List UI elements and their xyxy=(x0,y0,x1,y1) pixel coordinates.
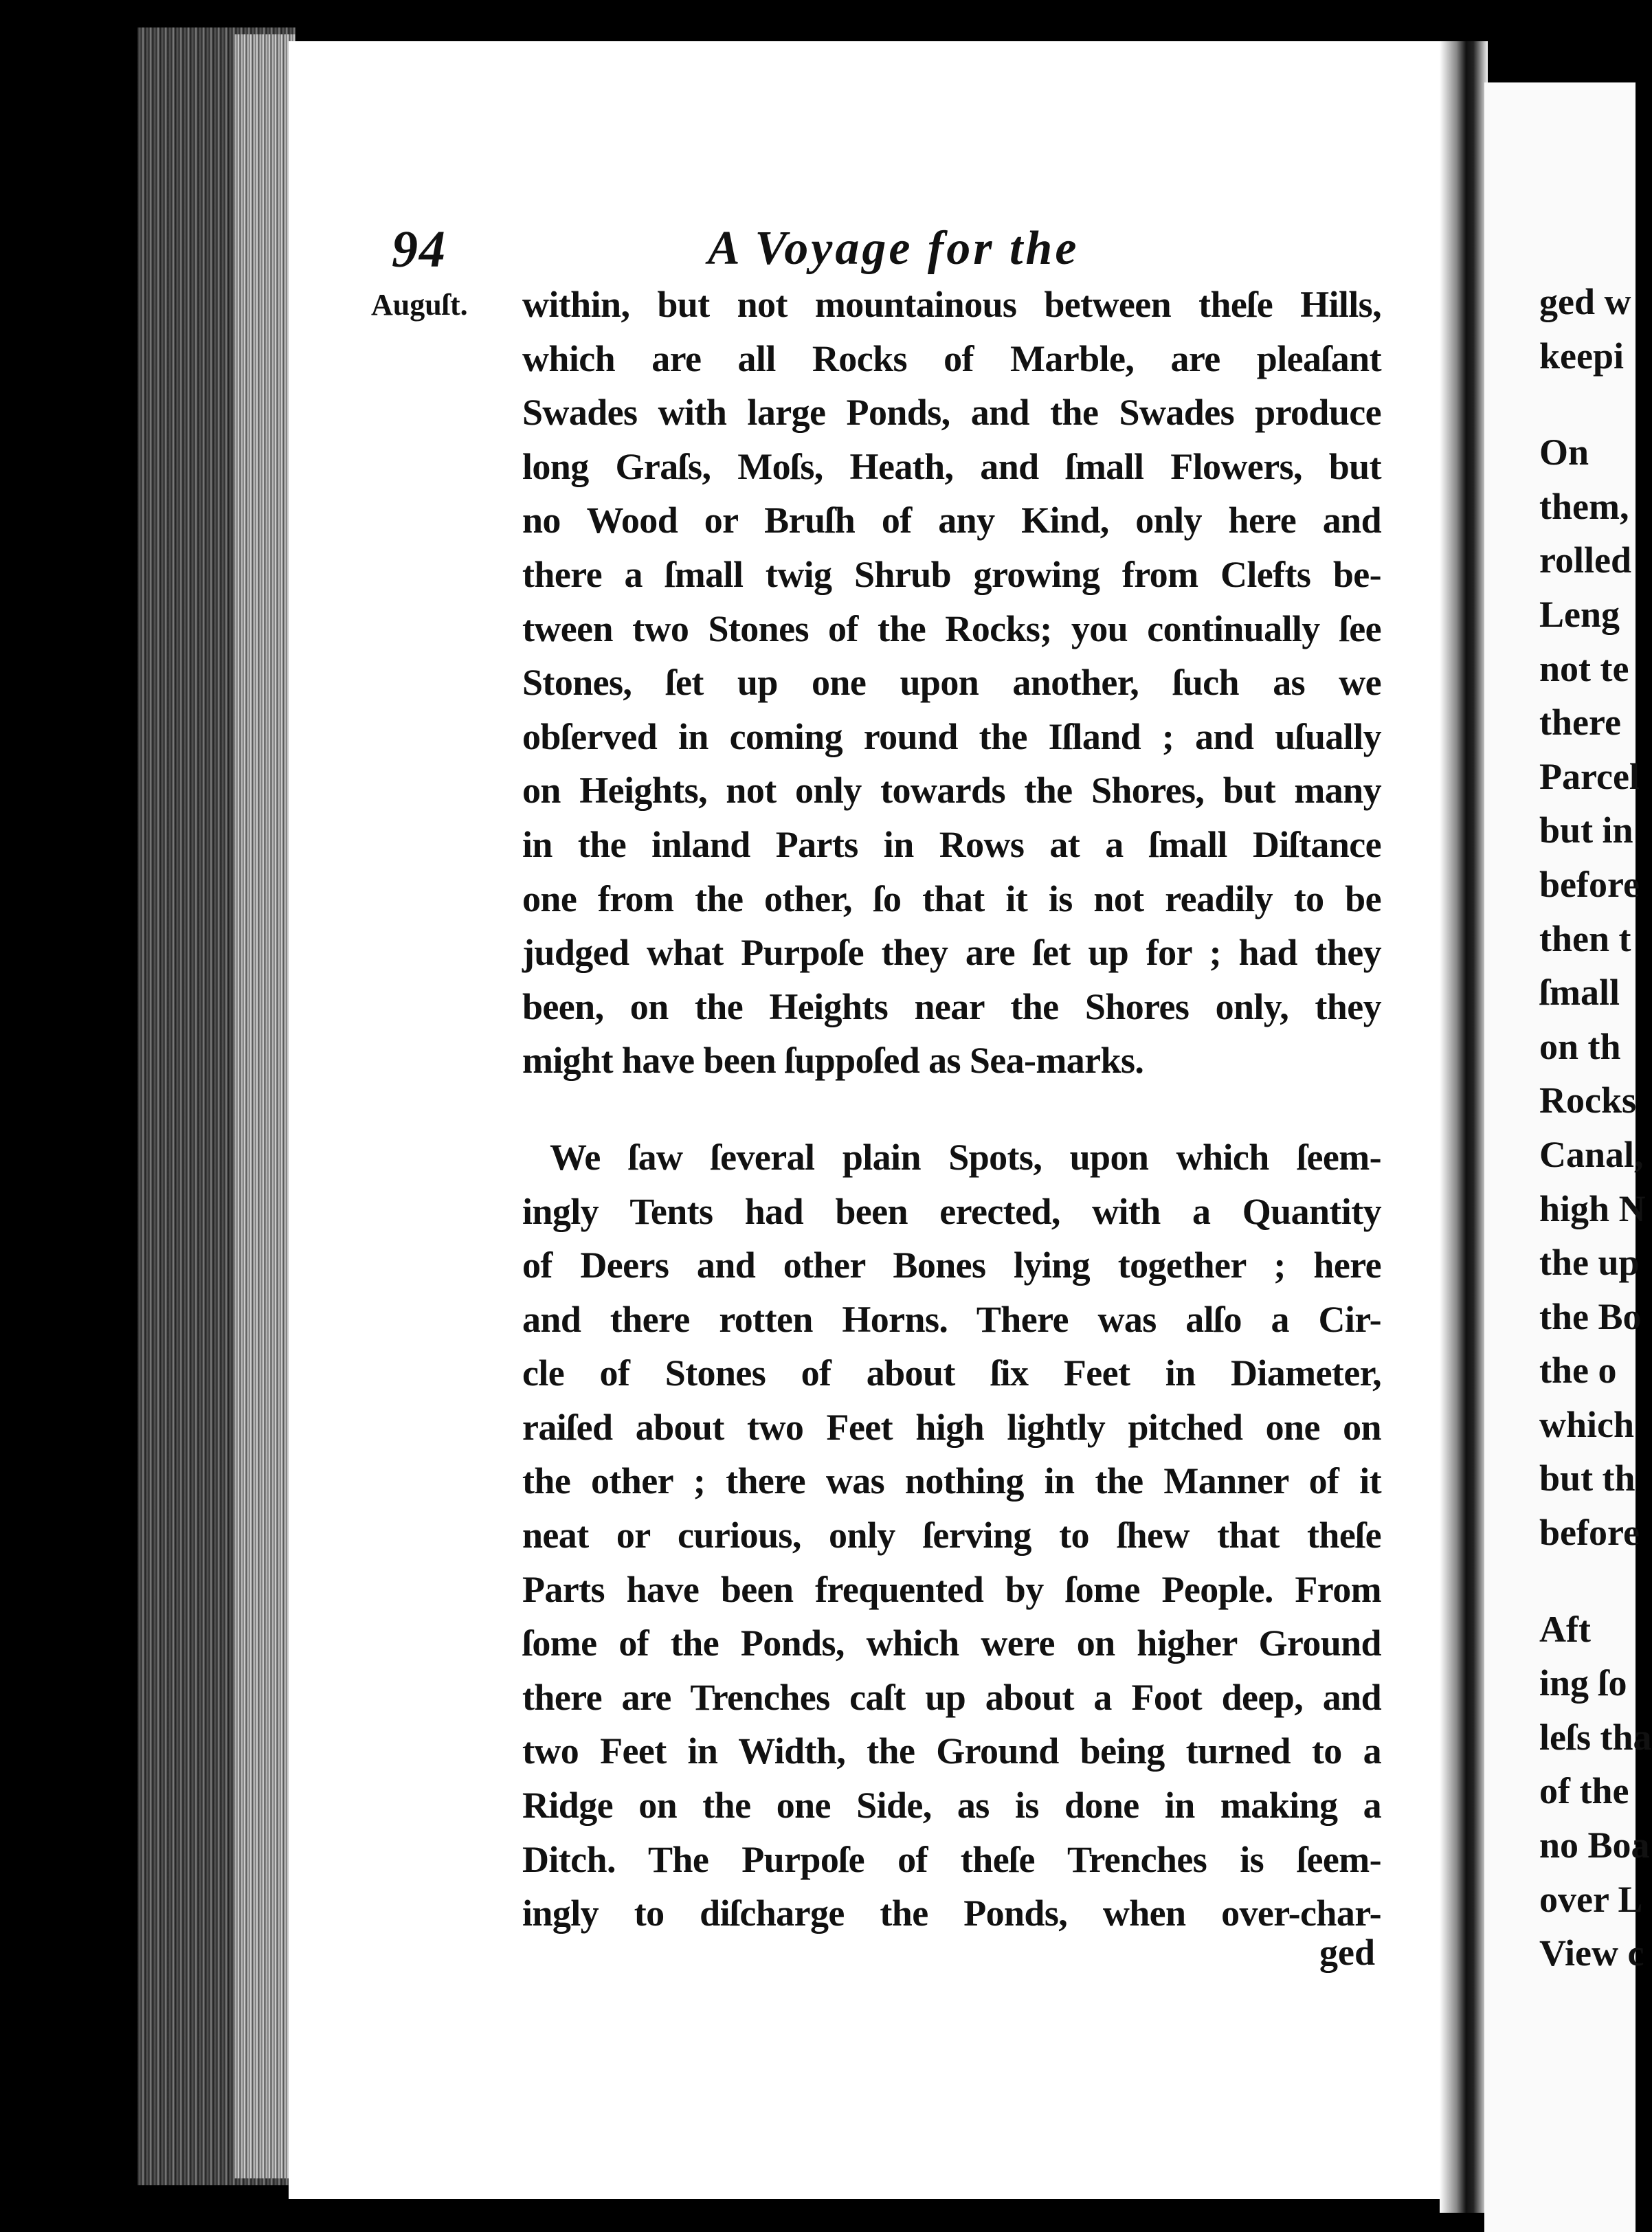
catchword: ged xyxy=(1319,1932,1375,1973)
right-text-line: then t xyxy=(1539,917,1631,959)
text-line: raiſed about two Feet high lightly pitched one on xyxy=(522,1406,1381,1448)
text-line: We ſaw ſeveral plain Spots, upon which ſeem- xyxy=(550,1136,1381,1178)
margin-note: Auguſt. xyxy=(371,288,468,322)
text-line: judged what Purpoſe they are ſet up for ; had they xyxy=(522,932,1381,974)
text-line: obſerved in coming round the Iſland ; and uſually xyxy=(522,715,1381,757)
text-line: the other ; there was nothing in the Manner of it xyxy=(522,1460,1381,1502)
text-line: cle of Stones of about ſix Feet in Diameter, xyxy=(522,1352,1381,1394)
right-text-line: keepi xyxy=(1539,335,1625,377)
paragraph-gap xyxy=(1539,383,1652,425)
right-text-line: the o xyxy=(1539,1350,1617,1392)
text-line: within, but not mountainous between theſe Hills, xyxy=(522,284,1381,325)
right-text-line: the up xyxy=(1539,1242,1640,1284)
right-page-text xyxy=(1539,275,1652,1980)
text-line: tween two Stones of the Rocks; you continually ſee xyxy=(522,607,1381,649)
right-text-line: which xyxy=(1539,1403,1635,1445)
right-text-line: not te xyxy=(1539,647,1629,689)
right-text-line: before xyxy=(1539,863,1640,905)
text-line: Swades with large Ponds, and the Swades produce xyxy=(522,392,1381,434)
text-line: of Deers and other Bones lying together ; here xyxy=(522,1245,1381,1286)
right-text-line: rolled xyxy=(1539,539,1631,581)
text-line: which are all Rocks of Marble, are pleaſant xyxy=(522,337,1381,379)
right-text-line: on th xyxy=(1539,1025,1621,1067)
text-line: ingly Tents had been erected, with a Quantity xyxy=(522,1190,1381,1232)
right-text-line: ged w xyxy=(1539,281,1631,322)
right-text-line: the Bo xyxy=(1539,1295,1642,1337)
right-text-line: them, xyxy=(1539,485,1629,527)
text-line: in the inland Parts in Rows at a ſmall Diſtance xyxy=(522,823,1381,865)
text-line: no Wood or Bruſh of any Kind, only here and xyxy=(522,500,1381,542)
running-title: A Voyage for the xyxy=(708,222,1080,275)
paragraph-1 xyxy=(522,278,1381,1088)
page-edge-highlight xyxy=(234,34,295,2178)
right-text-line: over L xyxy=(1539,1878,1643,1920)
paragraph-gap xyxy=(1539,1560,1652,1603)
paragraph-gap xyxy=(522,1088,1381,1130)
right-text-line: no Boa xyxy=(1539,1824,1650,1866)
text-line: ingly to diſcharge the Ponds, when over-char- xyxy=(522,1893,1381,1934)
text-line: on Heights, not only towards the Shores, but many xyxy=(522,770,1381,812)
right-text-line: ing ſo xyxy=(1539,1662,1627,1704)
right-text-line: but th xyxy=(1539,1458,1636,1499)
body-text xyxy=(522,278,1381,1941)
text-line: neat or curious, only ſerving to ſhew that theſe xyxy=(522,1515,1381,1556)
right-text-line: high N xyxy=(1539,1187,1646,1229)
text-line: and there rotten Horns. There was alſo a Cir- xyxy=(522,1298,1381,1340)
text-line: there are Trenches caſt up about a Foot deep, and xyxy=(522,1676,1381,1718)
right-text-line: ſmall xyxy=(1539,972,1620,1014)
text-line: might have been ſuppoſed as Sea-marks. xyxy=(522,1040,1144,1082)
running-head xyxy=(392,206,1388,282)
text-line: Stones, ſet up one upon another, ſuch as we xyxy=(522,662,1381,704)
text-line: Parts have been frequented by ſome People. From xyxy=(522,1568,1381,1610)
right-text-line: before xyxy=(1539,1512,1640,1554)
text-line: Ridge on the one Side, as is done in making a xyxy=(522,1785,1381,1827)
page-number: 94 xyxy=(392,221,447,278)
right-text-line: On xyxy=(1539,432,1589,473)
right-text-line: Parcel xyxy=(1539,755,1640,797)
paragraph-2 xyxy=(522,1130,1381,1941)
text-line: been, on the Heights near the Shores only, they xyxy=(522,985,1381,1027)
text-line: ſome of the Ponds, which were on higher Ground xyxy=(522,1622,1381,1664)
right-text-line: of the xyxy=(1539,1770,1629,1812)
text-line: there a ſmall twig Shrub growing from Clefts be- xyxy=(522,553,1381,595)
right-text-line: leſs tha xyxy=(1539,1716,1652,1758)
text-line: long Graſs, Moſs, Heath, and ſmall Flowers, but xyxy=(522,445,1381,487)
right-text-line: there xyxy=(1539,702,1621,744)
right-text-line: Rocks xyxy=(1539,1080,1637,1121)
text-line: one from the other, ſo that it is not readily to be xyxy=(522,878,1381,919)
text-line: two Feet in Width, the Ground being turned to a xyxy=(522,1730,1381,1772)
right-text-line: but in xyxy=(1539,810,1633,851)
right-text-line: Leng xyxy=(1539,593,1620,635)
text-line: Ditch. The Purpoſe of theſe Trenches is ſeem- xyxy=(522,1838,1381,1880)
right-text-line: View c xyxy=(1539,1932,1644,1974)
right-text-line: Canal, xyxy=(1539,1133,1644,1175)
right-text-line: Aft xyxy=(1539,1608,1591,1650)
book-gutter xyxy=(1440,41,1488,2213)
